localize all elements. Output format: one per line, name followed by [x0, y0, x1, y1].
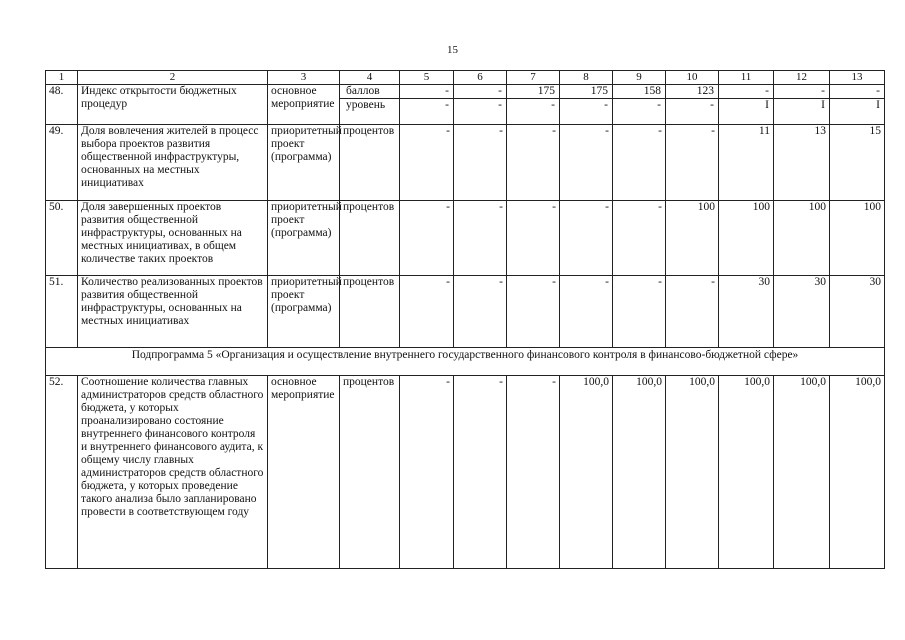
table-row-49 [46, 125, 885, 201]
value-cell: - [400, 201, 454, 276]
value-cell: - [560, 125, 613, 201]
value-cell: - [666, 276, 719, 348]
value-cell: 13 [774, 125, 830, 201]
indicator-name: Доля вовлечения жителей в процесс выбора проектов развития общественной инфраструктуры, основанных на местных инициативах [78, 125, 268, 201]
value-cell [613, 85, 666, 125]
unit-line: уровень [346, 99, 386, 111]
value-line: - [604, 99, 608, 111]
unit-cell: процентов [340, 276, 400, 348]
unit-cell: процентов [340, 125, 400, 201]
value-cell: - [507, 376, 560, 569]
value-cell [454, 85, 507, 125]
value-cell: - [613, 125, 666, 201]
value-line: I [765, 99, 769, 111]
value-cell: 100,0 [774, 376, 830, 569]
value-cell: - [560, 201, 613, 276]
header-row [46, 71, 885, 85]
header-cell: 7 [507, 71, 560, 85]
row-number: 52. [46, 376, 78, 569]
value-cell: 100,0 [560, 376, 613, 569]
header-cell: 3 [268, 71, 340, 85]
value-line: - [719, 85, 773, 99]
value-cell: 100,0 [830, 376, 885, 569]
table-row-52 [46, 376, 885, 569]
table-row-48 [46, 85, 885, 125]
value-line: 158 [613, 85, 665, 99]
value-line: - [657, 99, 661, 111]
value-cell [719, 85, 774, 125]
value-cell: - [400, 276, 454, 348]
value-cell: 30 [719, 276, 774, 348]
value-cell [560, 85, 613, 125]
header-cell: 8 [560, 71, 613, 85]
value-cell: 100 [666, 201, 719, 276]
value-line: - [400, 85, 453, 99]
value-cell: 100,0 [613, 376, 666, 569]
value-line: - [454, 85, 506, 99]
indicator-type: приоритетный проект (программа) [268, 276, 340, 348]
row-number: 50. [46, 201, 78, 276]
value-line: - [710, 99, 714, 111]
unit-line: баллов [340, 85, 399, 99]
value-cell [666, 85, 719, 125]
header-cell: 6 [454, 71, 507, 85]
value-cell [830, 85, 885, 125]
value-cell: 30 [830, 276, 885, 348]
value-cell: - [666, 125, 719, 201]
value-cell: 100 [719, 201, 774, 276]
value-line: - [498, 99, 502, 111]
value-line: 123 [666, 85, 718, 99]
indicator-type: основное мероприятие [268, 376, 340, 569]
value-cell: - [507, 276, 560, 348]
value-cell: - [454, 376, 507, 569]
value-cell: 100,0 [666, 376, 719, 569]
value-cell: - [454, 201, 507, 276]
value-line: - [445, 99, 449, 111]
header-cell: 5 [400, 71, 454, 85]
value-cell: 100,0 [719, 376, 774, 569]
value-line: - [774, 85, 829, 99]
header-cell: 9 [613, 71, 666, 85]
value-cell: - [507, 125, 560, 201]
value-line: I [876, 99, 880, 111]
indicator-type: основное мероприятие [268, 85, 340, 125]
subprogram-row [46, 348, 885, 376]
value-cell: 100 [774, 201, 830, 276]
value-line: 175 [507, 85, 559, 99]
page-number: 15 [447, 44, 458, 56]
value-line: - [830, 85, 884, 99]
header-cell: 13 [830, 71, 885, 85]
value-cell: - [454, 125, 507, 201]
indicator-type: приоритетный проект (программа) [268, 125, 340, 201]
header-cell: 11 [719, 71, 774, 85]
value-cell: - [400, 125, 454, 201]
value-cell: - [454, 276, 507, 348]
header-cell: 12 [774, 71, 830, 85]
indicator-name: Доля завершенных проектов развития общественной инфраструктуры, основанных на местных инициативах, в общем количестве таких проектов [78, 201, 268, 276]
header-cell: 10 [666, 71, 719, 85]
indicator-name: Соотношение количества главных администраторов средств областного бюджета, у которых проанализировано состояние внутреннего финансового контроля и внутреннего финансового аудита, к общему числу главных администраторов средств областного бюджета, у которых проведение такого анализа было запланировано провести в соответствующем году [78, 376, 268, 569]
value-cell [507, 85, 560, 125]
value-cell [400, 85, 454, 125]
header-cell: 2 [78, 71, 268, 85]
value-line: I [821, 99, 825, 111]
table-row-50 [46, 201, 885, 276]
table-row-51 [46, 276, 885, 348]
value-cell: - [613, 276, 666, 348]
row-number: 49. [46, 125, 78, 201]
unit-cell: процентов [340, 201, 400, 276]
value-cell [774, 85, 830, 125]
unit-cell [340, 85, 400, 125]
indicator-type: приоритетный проект (программа) [268, 201, 340, 276]
row-number: 48. [46, 85, 78, 125]
subprogram-title: Подпрограмма 5 «Организация и осуществление внутреннего государственного финансового контроля в финансово-бюджетной сфере» [46, 348, 885, 376]
header-cell: 4 [340, 71, 400, 85]
value-line: 175 [560, 85, 612, 99]
value-cell: 15 [830, 125, 885, 201]
unit-cell: процентов [340, 376, 400, 569]
row-number: 51. [46, 276, 78, 348]
indicators-table [45, 70, 885, 569]
header-cell: 1 [46, 71, 78, 85]
value-cell: 11 [719, 125, 774, 201]
value-cell: - [613, 201, 666, 276]
indicator-name: Индекс открытости бюджетных процедур [78, 85, 268, 125]
value-cell: 100 [830, 201, 885, 276]
value-cell: - [507, 201, 560, 276]
value-cell: 30 [774, 276, 830, 348]
indicator-name: Количество реализованных проектов развития общественной инфраструктуры, основанных на местных инициативах [78, 276, 268, 348]
value-line: - [551, 99, 555, 111]
value-cell: - [560, 276, 613, 348]
value-cell: - [400, 376, 454, 569]
